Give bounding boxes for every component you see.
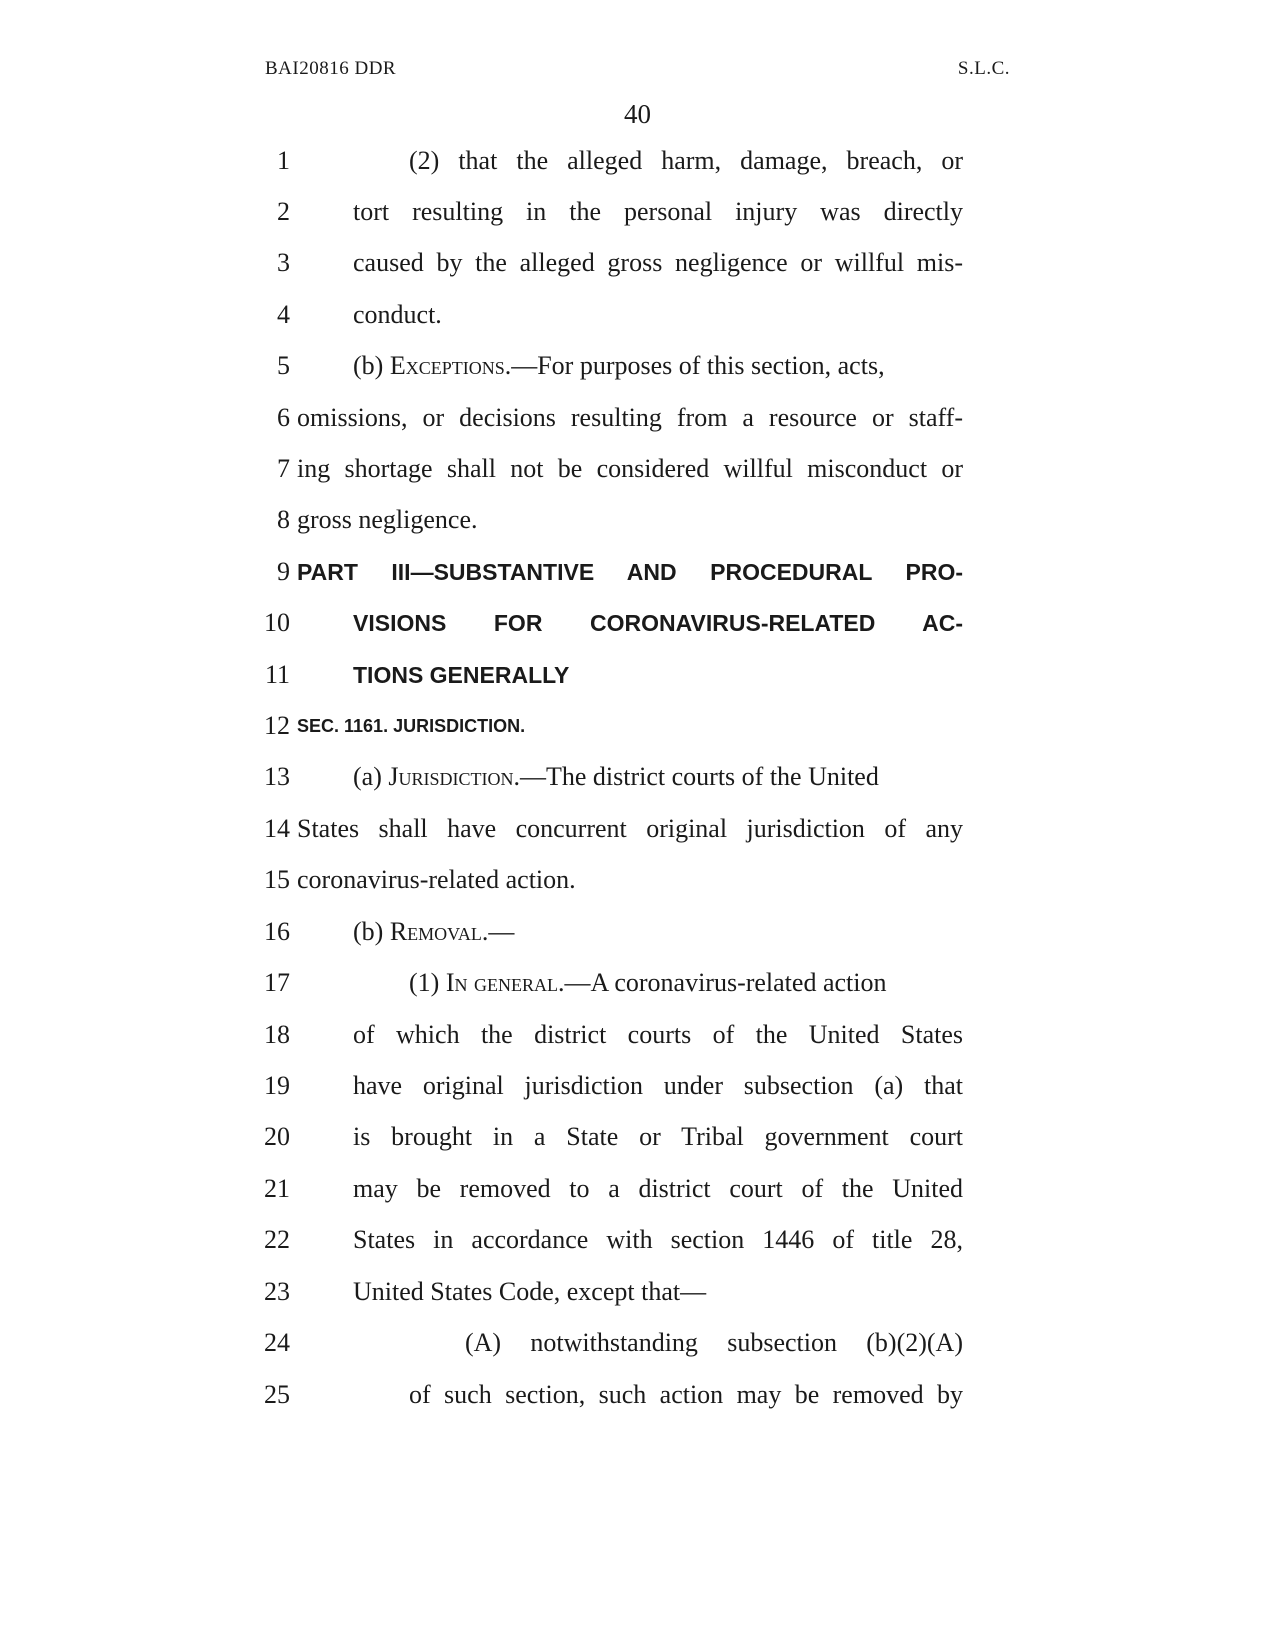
line-text <box>409 965 886 1001</box>
line-number: 25 <box>264 1380 290 1409</box>
text-line <box>0 1017 1275 1053</box>
line-text: (A) notwithstanding subsection (b)(2)(A) <box>465 1328 963 1357</box>
page-number: 40 <box>624 99 651 129</box>
line-number: 11 <box>264 660 290 689</box>
line-number: 9 <box>277 557 290 586</box>
line-text: gross negligence. <box>297 505 478 534</box>
text-line <box>0 1222 1275 1258</box>
line-number: 17 <box>264 968 290 997</box>
line-text: may be removed to a district court of the United <box>353 1174 963 1203</box>
line-text: have original jurisdiction under subsection (a) that <box>353 1071 963 1100</box>
line-number: 7 <box>277 454 290 483</box>
line-text-part: (b) <box>353 351 390 380</box>
text-line <box>0 194 1275 230</box>
heading-jurisdiction: Jurisdiction <box>388 762 514 791</box>
line-text: is brought in a State or Tribal government court <box>353 1122 963 1151</box>
part-heading: TIONS GENERALLY <box>353 662 570 688</box>
text-line <box>0 605 1275 641</box>
line-number: 18 <box>264 1020 290 1049</box>
line-text-part: .—For purposes of this section, acts, <box>504 351 885 380</box>
line-number: 2 <box>277 197 290 226</box>
line-number: 13 <box>264 762 290 791</box>
part-heading: PART III—SUBSTANTIVE AND PROCEDURAL PRO- <box>297 559 963 585</box>
text-line <box>0 914 1275 950</box>
line-text <box>353 348 885 384</box>
line-text: tort resulting in the personal injury was directly <box>353 197 963 226</box>
heading-removal: Removal <box>389 917 482 946</box>
line-text: States in accordance with section 1446 of title 28, <box>353 1225 963 1254</box>
line-text-part: .—The district courts of the United <box>513 762 879 791</box>
line-text-part: .— <box>481 917 515 946</box>
line-text <box>353 759 879 795</box>
line-number: 1 <box>277 146 290 175</box>
section-heading: SEC. 1161. JURISDICTION. <box>297 716 526 736</box>
line-text: coronavirus-related action. <box>297 865 576 894</box>
document-id: BAI20816 DDR <box>265 58 397 79</box>
line-number: 16 <box>264 917 290 946</box>
text-line <box>0 1274 1275 1310</box>
heading-in-general: In general <box>445 968 558 997</box>
line-number: 8 <box>277 505 290 534</box>
text-line <box>0 811 1275 847</box>
heading-exceptions: Exceptions <box>389 351 505 380</box>
text-line <box>0 708 1275 744</box>
text-line <box>0 1068 1275 1104</box>
text-line <box>0 143 1275 179</box>
text-line <box>0 554 1275 590</box>
text-line <box>0 1325 1275 1361</box>
text-line <box>0 1377 1275 1413</box>
text-line <box>0 451 1275 487</box>
text-line <box>0 245 1275 281</box>
text-line <box>0 1119 1275 1155</box>
line-number: 19 <box>264 1071 290 1100</box>
line-number: 5 <box>277 351 290 380</box>
text-line <box>0 297 1275 333</box>
text-line <box>0 657 1275 693</box>
text-line <box>0 502 1275 538</box>
text-line <box>0 1171 1275 1207</box>
document-code: S.L.C. <box>957 58 1010 79</box>
text-line <box>0 862 1275 898</box>
part-heading: VISIONS FOR CORONAVIRUS-RELATED AC- <box>353 610 963 636</box>
text-line <box>0 348 1275 384</box>
line-number: 14 <box>264 814 290 843</box>
line-text: (2) that the alleged harm, damage, breach, or <box>409 146 963 175</box>
line-text: ing shortage shall not be considered willful misconduct or <box>297 454 963 483</box>
line-text: United States Code, except that— <box>353 1277 707 1306</box>
line-text: caused by the alleged gross negligence or willful mis- <box>353 248 963 277</box>
line-text-part: .—A coronavirus-related action <box>557 968 887 997</box>
text-line <box>0 400 1275 436</box>
line-text: States shall have concurrent original jurisdiction of any <box>297 814 963 843</box>
line-text-part: (b) <box>353 917 390 946</box>
line-text: of which the district courts of the United States <box>353 1020 963 1049</box>
text-line <box>0 965 1275 1001</box>
line-text: conduct. <box>353 300 442 329</box>
line-text-part: (a) <box>353 762 389 791</box>
line-number: 21 <box>264 1174 290 1203</box>
line-text: of such section, such action may be removed by <box>409 1380 963 1409</box>
line-number: 10 <box>264 608 290 637</box>
line-number: 15 <box>264 865 290 894</box>
text-line <box>0 759 1275 795</box>
line-number: 12 <box>264 711 290 740</box>
line-number: 23 <box>264 1277 290 1306</box>
line-number: 22 <box>264 1225 290 1254</box>
line-text: omissions, or decisions resulting from a resource or staff- <box>297 403 963 432</box>
line-number: 24 <box>264 1328 290 1357</box>
line-number: 3 <box>277 248 290 277</box>
line-text <box>353 914 514 950</box>
line-number: 4 <box>277 300 290 329</box>
line-text-part: (1) <box>409 968 446 997</box>
line-number: 6 <box>277 403 290 432</box>
line-number: 20 <box>264 1122 290 1151</box>
